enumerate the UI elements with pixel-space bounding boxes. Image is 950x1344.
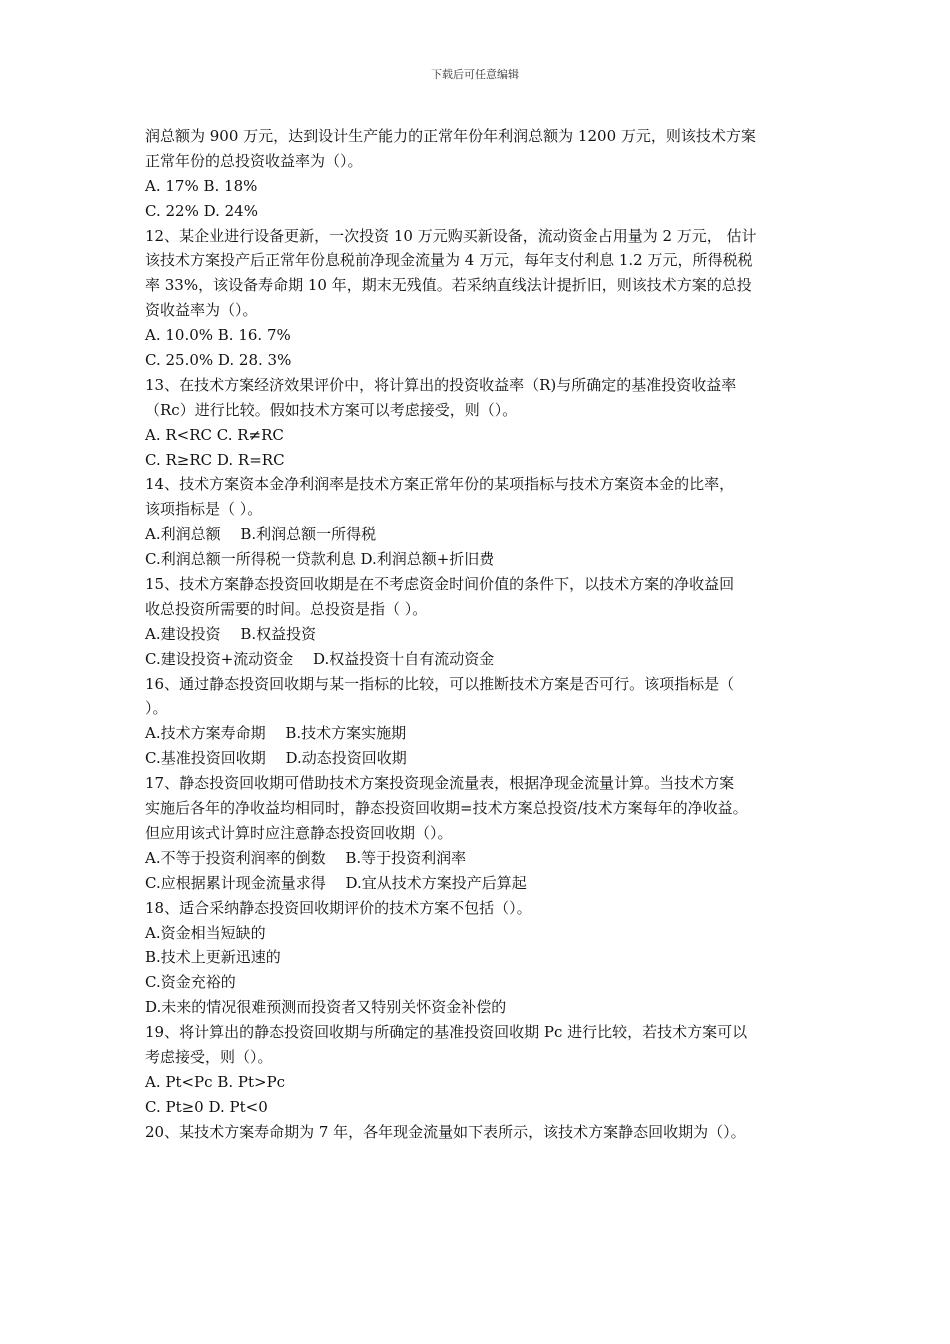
option-line: A.技术方案寿命期 B.技术方案实施期 <box>145 724 407 743</box>
text-line: 该项指标是（ ）。 <box>145 500 263 519</box>
option-line: A.利润总额 B.利润总额一所得税 <box>145 525 377 544</box>
option-line: B.技术上更新迅速的 <box>145 948 281 967</box>
question-19: 19、将计算出的静态投资回收期与所确定的基准投资回收期 Pc 进行比较，若技术方案可以 <box>145 1023 748 1042</box>
question-16: 16、通过静态投资回收期与某一指标的比较，可以推断技术方案是否可行。该项指标是（ <box>145 674 735 693</box>
question-13: 13、在技术方案经济效果评价中，将计算出的投资收益率（R)与所确定的基准投资收益率 <box>145 375 737 394</box>
option-line: A.不等于投资利润率的倒数 B.等于投资利润率 <box>145 848 467 867</box>
option-line: A. 10.0% B. 16. 7% <box>145 326 291 345</box>
question-14: 14、技术方案资本金净利润率是技术方案正常年份的某项指标与技术方案资本金的比率， <box>145 475 735 494</box>
text-line: 该技术方案投产后正常年份息税前净现金流量为 4 万元，每年支付利息 1.2 万元，所得税税 <box>145 251 753 270</box>
text-line: 实施后各年的净收益均相同时，静态投资回收期=技术方案总投资/技术方案每年的净收益。 <box>145 799 748 818</box>
text-line: （Rc）进行比较。假如技术方案可以考虑接受，则（）。 <box>145 400 518 419</box>
page-header: 下载后可任意编辑 <box>431 68 519 81</box>
option-line: C. 22% D. 24% <box>145 201 258 220</box>
option-line: A.建设投资 B.权益投资 <box>145 624 317 643</box>
text-line: 收总投资所需要的时间。总投资是指（ ）。 <box>145 599 428 618</box>
question-12: 12、某企业进行设备更新，一次投资 10 万元购买新设备，流动资金占用量为 2 万元， 估计 <box>145 226 757 245</box>
text-line: ）。 <box>145 699 168 718</box>
text-line: 考虑接受，则（）。 <box>145 1047 273 1066</box>
option-line: A.资金相当短缺的 <box>145 923 266 942</box>
option-line: A. R<RC C. R≠RC <box>145 425 284 444</box>
question-15: 15、技术方案静态投资回收期是在不考虑资金时间价值的条件下，以技术方案的净收益回 <box>145 575 735 594</box>
text-line: 但应用该式计算时应注意静态投资回收期（）。 <box>145 823 453 842</box>
text-line: 资收益率为（）。 <box>145 301 258 320</box>
option-line: A. Pt<Pc B. Pt>Pc <box>145 1072 286 1091</box>
option-line: C.利润总额一所得税一贷款利息 D.利润总额+折旧费 <box>145 550 495 569</box>
question-20: 20、某技术方案寿命期为 7 年，各年现金流量如下表所示，该技术方案静态回收期为（）。 <box>145 1122 746 1141</box>
option-line: C. 25.0% D. 28. 3% <box>145 351 292 370</box>
option-line: C.资金充裕的 <box>145 973 236 992</box>
option-line: C.建设投资+流动资金 D.权益投资十自有流动资金 <box>145 649 495 668</box>
option-line: A. 17% B. 18% <box>145 176 258 195</box>
option-line: C.应根据累计现金流量求得 D.宜从技术方案投产后算起 <box>145 873 527 892</box>
option-line: C.基准投资回收期 D.动态投资回收期 <box>145 749 407 768</box>
text-line: 润总额为 900 万元，达到设计生产能力的正常年份年利润总额为 1200 万元，则该技术方案 <box>145 127 756 145</box>
question-18: 18、适合采纳静态投资回收期评价的技术方案不包括（）。 <box>145 898 532 917</box>
document-body <box>145 124 825 1145</box>
question-17: 17、静态投资回收期可借助技术方案投资现金流量表，根据净现金流量计算。当技术方案 <box>145 774 735 793</box>
option-line: D.未来的情况很难预测而投资者又特别关怀资金补偿的 <box>145 998 507 1017</box>
text-line: 正常年份的总投资收益率为（）。 <box>145 151 363 170</box>
option-line: C. R≥RC D. R=RC <box>145 450 285 469</box>
option-line: C. Pt≥0 D. Pt<0 <box>145 1097 268 1116</box>
text-line: 率 33%，该设备寿命期 10 年，期末无残值。若采纳直线法计提折旧，则该技术方案的总投 <box>145 276 752 295</box>
